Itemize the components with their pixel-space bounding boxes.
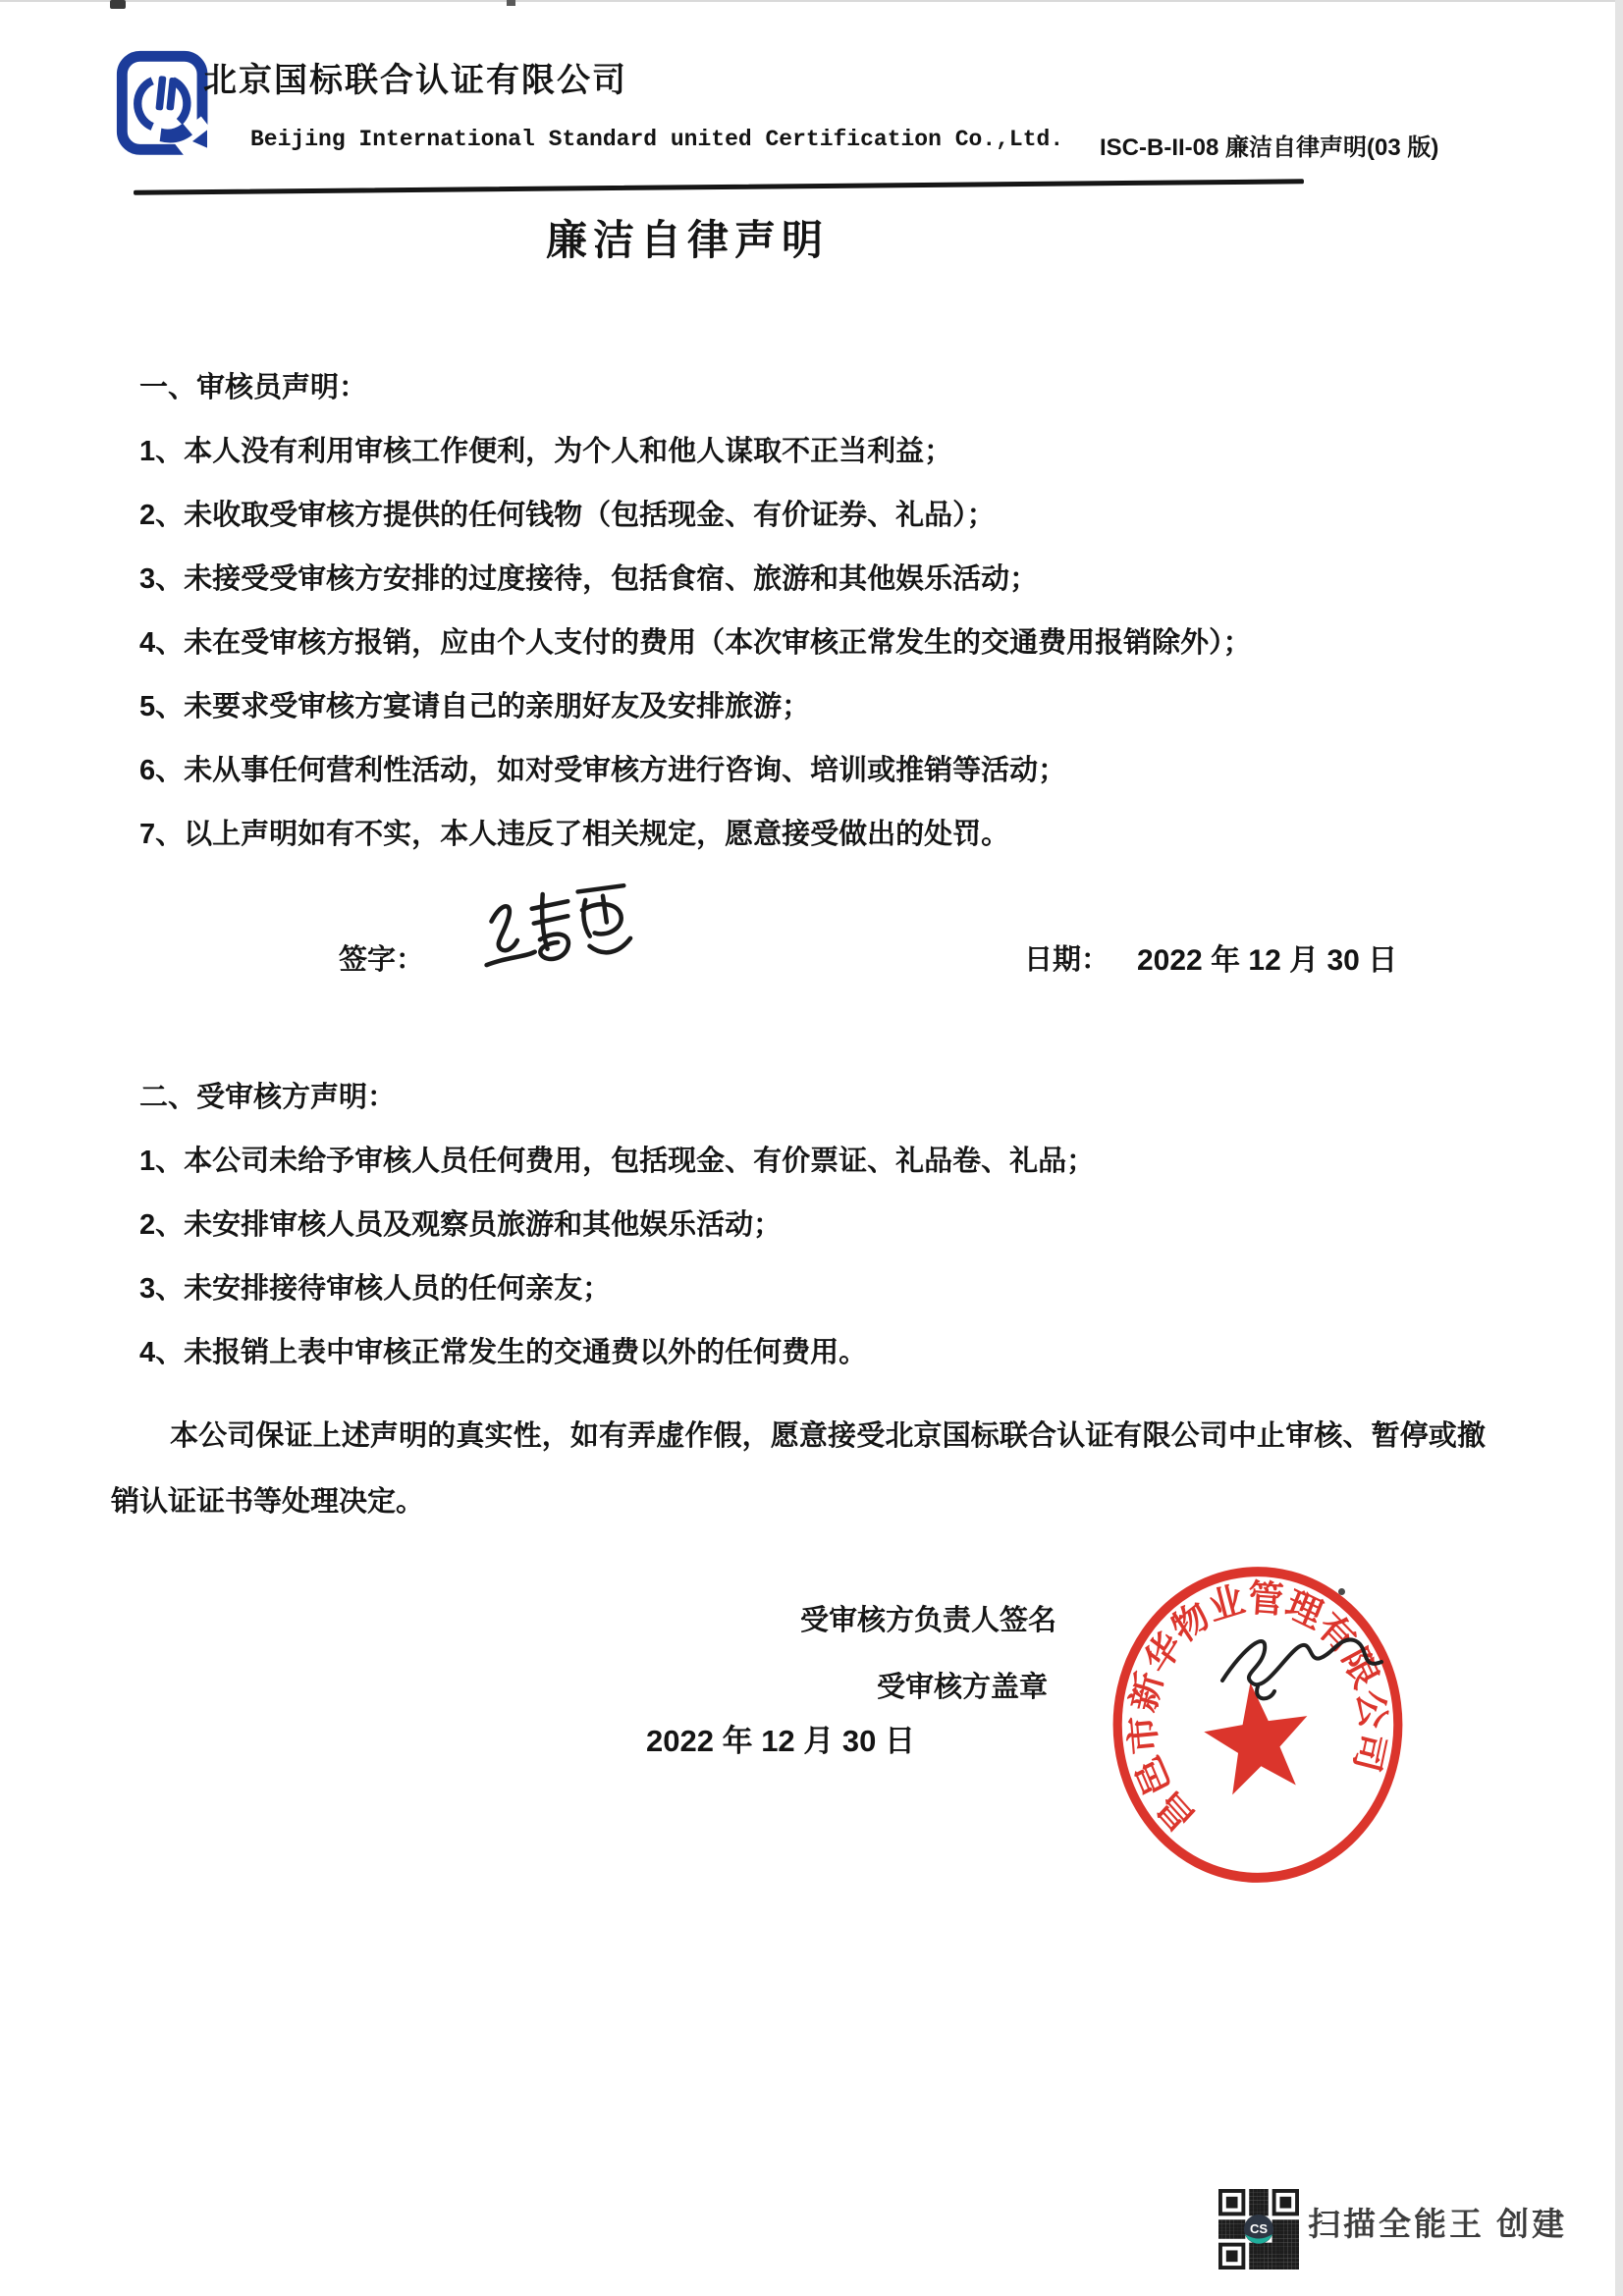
closing-date: 2022 年 12 月 30 日 xyxy=(646,1724,915,1758)
statement-item: 7、以上声明如有不实，本人违反了相关规定，愿意接受做出的处罚。 xyxy=(139,819,1010,850)
badge-text: CS xyxy=(1249,2221,1269,2236)
camscanner-watermark: 扫描全能王 创建 xyxy=(1308,2206,1568,2242)
scan-edge-right xyxy=(1615,0,1623,2296)
statement-item: 5、未要求受审核方宴请自己的亲朋好友及安排旅游； xyxy=(139,691,811,722)
statement-item: 6、未从事任何营利性活动，如对受审核方进行咨询、培训或推销等活动； xyxy=(139,755,1067,786)
scan-speck xyxy=(507,0,515,6)
document-code: ISC-B-II-08 廉洁自律声明(03 版) xyxy=(1100,134,1439,161)
sign-label: 签字： xyxy=(339,944,425,976)
seal-label: 受审核方盖章 xyxy=(877,1672,1049,1703)
statement-item: 1、本公司未给予审核人员任何费用，包括现金、有价票证、礼品卷、礼品； xyxy=(139,1146,1096,1177)
statement-item: 2、未收取受审核方提供的任何钱物（包括现金、有价证券、礼品）； xyxy=(139,500,996,531)
camscanner-badge xyxy=(1244,2215,1273,2244)
auditee-declaration-section xyxy=(139,1080,1095,1370)
responsible-handwritten-signature xyxy=(1213,1618,1399,1721)
company-name-cn: 北京国标联合认证有限公司 xyxy=(203,62,627,99)
statement-item: 1、本人没有利用审核工作便利，为个人和他人谋取不正当利益； xyxy=(139,436,953,467)
statement-item: 3、未安排接待审核人员的任何亲友； xyxy=(139,1273,612,1305)
handwritten-signature xyxy=(479,881,641,999)
page-title: 廉洁自律声明 xyxy=(545,217,829,263)
guarantee-paragraph: 本公司保证上述声明的真实性，如有弄虚作假，愿意接受北京国标联合认证有限公司中止审核、暂停或撤销认证证书等处理决定。 xyxy=(111,1420,1486,1518)
company-seal-stamp xyxy=(1108,1561,1408,1889)
date-label: 日期： xyxy=(1024,944,1110,976)
scan-edge-top xyxy=(0,0,1623,2)
company-name-en: Beijing International Standard united Certification Co.,Ltd. xyxy=(250,127,1064,152)
section-heading: 二、受审核方声明： xyxy=(139,1082,397,1113)
statement-item: 3、未接受受审核方安排的过度接待，包括食宿、旅游和其他娱乐活动； xyxy=(139,563,1039,595)
company-logo-icon xyxy=(114,49,212,165)
section-heading: 一、审核员声明： xyxy=(139,372,368,403)
statement-item: 2、未安排审核人员及观察员旅游和其他娱乐活动； xyxy=(139,1209,783,1241)
auditor-declaration-section xyxy=(139,370,1252,852)
qr-code xyxy=(1218,2189,1299,2269)
seal-company-text: 昌邑市新华物业管理有限公司 xyxy=(1122,1576,1393,1841)
scan-speck xyxy=(110,0,126,9)
date-value: 2022 年 12 月 30 日 xyxy=(1137,944,1398,977)
header-divider xyxy=(134,179,1304,194)
statement-item: 4、未报销上表中审核正常发生的交通费以外的任何费用。 xyxy=(139,1337,868,1368)
responsible-sign-label: 受审核方负责人签名 xyxy=(800,1605,1057,1636)
statement-item: 4、未在受审核方报销，应由个人支付的费用（本次审核正常发生的交通费用报销除外）； xyxy=(139,627,1252,659)
